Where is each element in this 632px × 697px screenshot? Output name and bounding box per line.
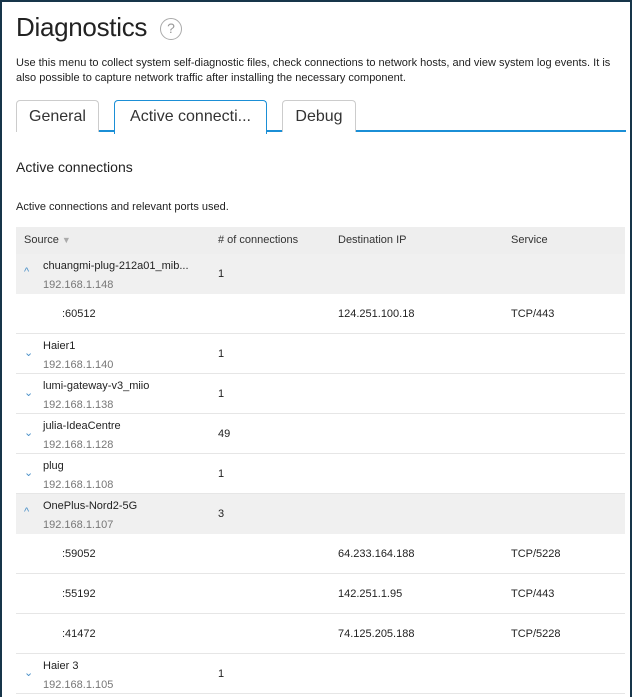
help-icon[interactable]: ?	[160, 18, 182, 40]
connection-detail-row	[16, 534, 625, 574]
chevron-down-icon[interactable]: ⌄	[24, 467, 34, 479]
connection-count: 3	[218, 508, 225, 520]
chevron-up-icon[interactable]: ^	[24, 266, 30, 278]
connection-count: 49	[218, 428, 231, 440]
source-name: Haier1	[43, 340, 76, 352]
table-row[interactable]	[16, 414, 625, 454]
table-row[interactable]	[16, 654, 625, 694]
source-name: julia-IdeaCentre	[43, 420, 121, 432]
chevron-down-icon[interactable]: ⌄	[24, 347, 34, 359]
source-port: :55192	[62, 588, 96, 600]
source-name: lumi-gateway-v3_miio	[43, 380, 150, 392]
page-description: Use this menu to collect system self-diagnostic files, check connections to network hosts, and view system log events. It is also possible to capture network traffic after installing the necessary component.	[16, 57, 611, 84]
destination-ip: 74.125.205.188	[338, 628, 415, 640]
table-header	[16, 227, 625, 254]
connection-count: 1	[218, 468, 225, 480]
table-row[interactable]	[16, 254, 625, 294]
destination-ip: 142.251.1.95	[338, 588, 403, 600]
source-name: chuangmi-plug-212a01_mib...	[43, 260, 189, 272]
source-name: OnePlus-Nord2-5G	[43, 500, 138, 512]
tab-bar	[16, 100, 626, 132]
destination-ip: 124.251.100.18	[338, 308, 415, 320]
source-port: :59052	[62, 548, 96, 560]
section-title: Active connections	[16, 159, 133, 175]
source-ip: 192.168.1.140	[43, 359, 114, 371]
chevron-up-icon[interactable]: ^	[24, 506, 30, 518]
source-ip: 192.168.1.105	[43, 679, 114, 691]
tab-general[interactable]: General	[16, 100, 99, 132]
destination-ip: 64.233.164.188	[338, 548, 415, 560]
source-ip: 192.168.1.148	[43, 279, 114, 291]
connection-detail-row	[16, 294, 625, 334]
column-connections[interactable]: # of connections	[218, 234, 299, 246]
section-subtitle: Active connections and relevant ports used.	[16, 201, 229, 213]
connection-detail-row	[16, 574, 625, 614]
table-row[interactable]	[16, 494, 625, 534]
connection-count: 1	[218, 668, 225, 680]
service: TCP/5228	[511, 548, 561, 560]
chevron-down-icon[interactable]: ⌄	[24, 387, 34, 399]
page-title: Diagnostics	[16, 12, 148, 42]
table-row[interactable]	[16, 454, 625, 494]
connections-table	[16, 227, 625, 694]
column-label: Source	[24, 234, 59, 246]
tab-debug[interactable]: Debug	[282, 100, 356, 132]
diagnostics-page	[2, 2, 630, 697]
column-destination[interactable]: Destination IP	[338, 234, 407, 246]
service: TCP/443	[511, 588, 555, 600]
connection-count: 1	[218, 388, 225, 400]
sort-down-icon: ▼	[61, 235, 71, 245]
source-ip: 192.168.1.128	[43, 439, 114, 451]
column-service[interactable]: Service	[511, 234, 548, 246]
service: TCP/5228	[511, 628, 561, 640]
connection-count: 1	[218, 268, 225, 280]
tab-active-connections[interactable]: Active connecti...	[114, 100, 267, 134]
source-ip: 192.168.1.107	[43, 519, 114, 531]
chevron-down-icon[interactable]: ⌄	[24, 667, 34, 679]
connection-detail-row	[16, 614, 625, 654]
source-ip: 192.168.1.138	[43, 399, 114, 411]
source-port: :60512	[62, 308, 96, 320]
connection-count: 1	[218, 348, 225, 360]
source-port: :41472	[62, 628, 96, 640]
source-name: plug	[43, 460, 64, 472]
table-row[interactable]	[16, 374, 625, 414]
source-ip: 192.168.1.108	[43, 479, 114, 491]
chevron-down-icon[interactable]: ⌄	[24, 427, 34, 439]
source-name: Haier 3	[43, 660, 79, 672]
column-source[interactable]	[24, 234, 71, 246]
table-row[interactable]	[16, 334, 625, 374]
service: TCP/443	[511, 308, 555, 320]
